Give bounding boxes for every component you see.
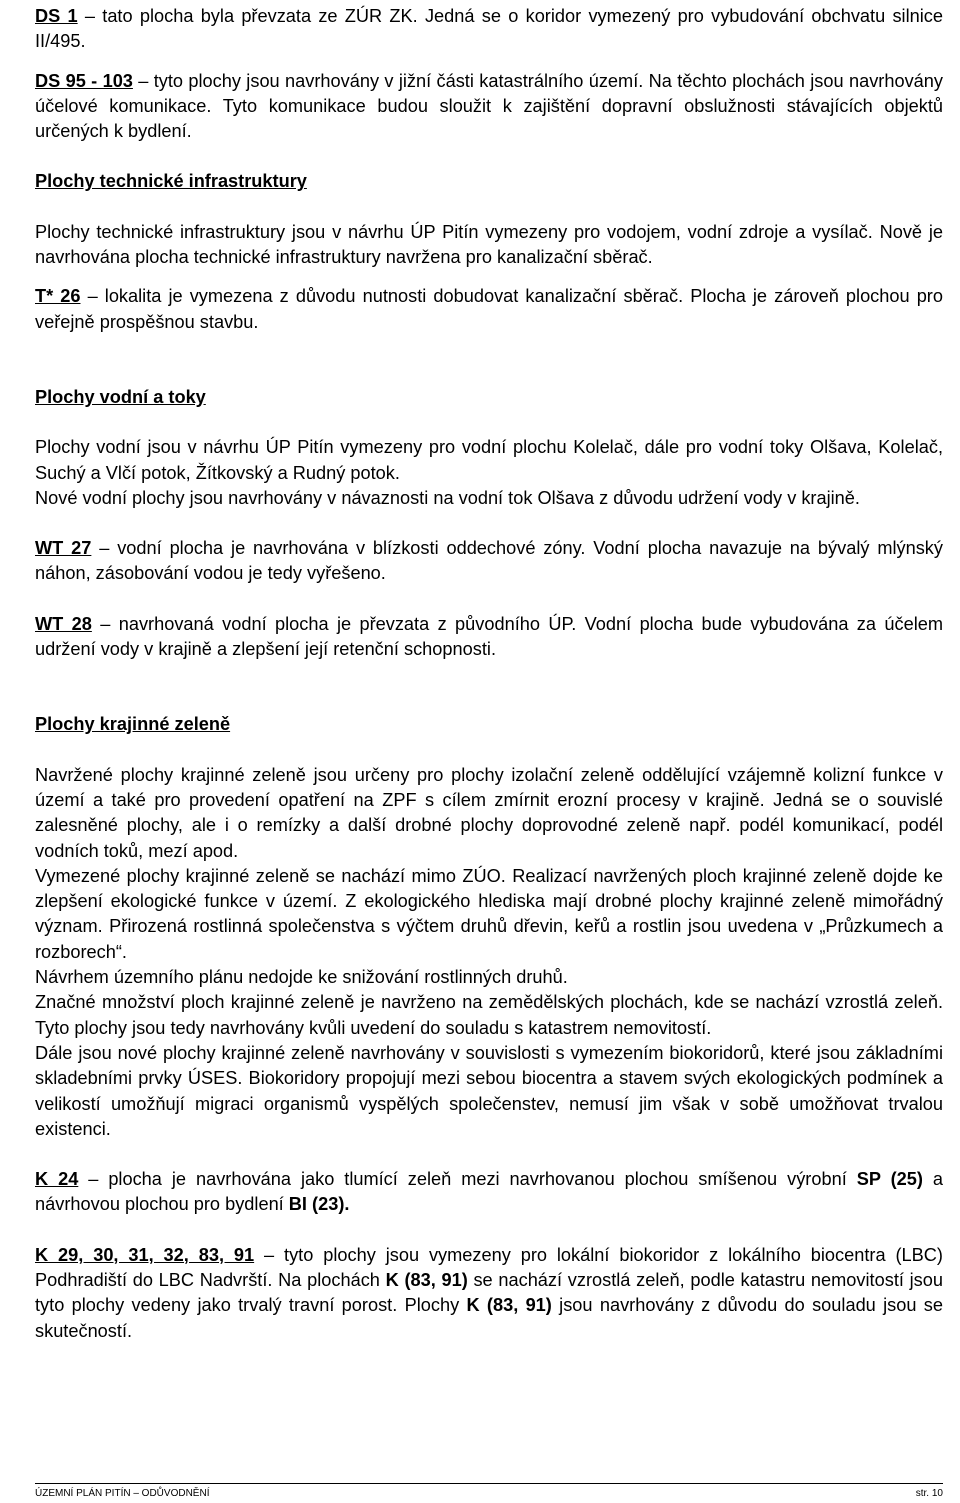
paragraph-water-1: Plochy vodní jsou v návrhu ÚP Pitín vymezeny pro vodní plochu Kolelač, dále pro vodní toky Olšava, Kolelač, Suchý a Vlčí potok, Žítkovský a Rudný potok.: [35, 437, 943, 483]
page-number: str. 10: [915, 1488, 943, 1499]
text-k29-2: se nachází vzrostlá zeleň, podle katastru nemovitostí jsou tyto plochy vedeny jako trvalý travní porost. Plochy: [35, 1269, 943, 1316]
paragraph-green-1: Navržené plochy krajinné zeleně jsou určeny pro plochy izolační zeleně oddělující vzájemně kolizní funkce v území a také pro provedení opatření na ZPF s cílem zmírnit erozní procesy v krajině. Jedná se o souvislé zalesněné plochy, ale i o remízky a další drobné plochy doprovodné zeleně např. podél komunikací, podél vodních toků, mezí apod.: [35, 764, 943, 861]
text-ds95: – tyto plochy jsou navrhovány v jižní části katastrálního území. Na těchto plochách jsou navrhovány účelové komunikace. Tyto komunikace budou sloužit k zajištění dopravní obslužnosti stávajících objektů určených k bydlení.: [35, 70, 944, 142]
page-footer: [35, 1483, 943, 1499]
text-k29-3: jsou navrhovány z důvodu do souladu jsou se skutečností.: [35, 1295, 943, 1341]
paragraph-wt28: [35, 612, 943, 663]
text-k24: – plocha je navrhována jako tlumící zeleň mezi navrhovanou plochou smíšenou výrobní: [78, 1169, 857, 1190]
paragraph-green-3: Návrhem územního plánu nedojde ke snižování rostlinných druhů.: [35, 967, 568, 988]
paragraph-wt27: [35, 536, 943, 587]
code-bi23: BI (23).: [288, 1194, 350, 1215]
code-ds95: DS 95 - 103: [35, 70, 133, 91]
paragraph-green-2: Vymezené plochy krajinné zeleně se nachází mimo ZÚO. Realizací navržených ploch krajinné zeleně dojde ke zlepšení ekologické funkce v území. Z ekologického hlediska mají drobné plochy krajinné zeleně mimořádný význam. Přirozená rostlinná společenstva s výčtem druhů dřevin, keřů a rostlin jsou uvedena v „Průzkumech a rozborech“.: [35, 865, 943, 962]
code-k29: K 29, 30, 31, 32, 83, 91: [35, 1244, 255, 1265]
document-page: [35, 4, 943, 1344]
code-t26: T* 26: [35, 286, 81, 307]
paragraph-ds1: [35, 4, 943, 55]
paragraph-water-2: Nové vodní plochy jsou navrhovány v návaznosti na vodní tok Olšava z důvodu udržení vody v krajině.: [35, 487, 860, 508]
text-ds1: – tato plocha byla převzata ze ZÚR ZK. Jedná se o koridor vymezený pro vybudování obchvatu silnice II/495.: [35, 6, 943, 52]
heading-tech: Plochy technické infrastruktury: [35, 171, 307, 192]
code-ds1: DS 1: [35, 6, 78, 26]
code-wt28: WT 28: [35, 613, 92, 634]
paragraph-k24: [35, 1167, 943, 1218]
text-k29: – tyto plochy jsou vymezeny pro lokální biokoridor z lokálního biocentra (LBC) Podhradiští do LBC Nadvrští. Na plochách: [35, 1244, 943, 1290]
code-wt27: WT 27: [35, 538, 92, 559]
paragraph-tech-1: Plochy technické infrastruktury jsou v návrhu ÚP Pitín vymezeny pro vodojem, vodní zdroje a vysílač. Nově je navrhována plocha technické infrastruktury navržena pro kanalizační sběrač.: [35, 221, 943, 268]
footer-title: ÚZEMNÍ PLÁN PITÍN – ODŮVODNĚNÍ: [35, 1488, 210, 1499]
text-wt28: – navrhovaná vodní plocha je převzata z původního ÚP. Vodní plocha bude vybudována za účelem udržení vody v krajině a zlepšení její retenční schopnosti.: [35, 613, 944, 660]
code-k83-91-a: K (83, 91): [385, 1269, 468, 1290]
code-k83-91-b: K (83, 91): [466, 1295, 552, 1316]
heading-water: Plochy vodní a toky: [35, 386, 206, 407]
paragraph-green-5: Dále jsou nové plochy krajinné zeleně navrhovány v souvislosti s vymezením biokoridorů, které jsou základními skladebními prvky ÚSES. Biokoridory propojují mezi sebou biocentra a stavem svých ekologických podmínek a velikostí umožňují migraci organismů vyspělých společenstev, nemusí jim však v sobě umožňovat trvalou existenci.: [35, 1042, 943, 1139]
code-k24: K 24: [35, 1169, 79, 1190]
text-k24-mid: a návrhovou plochou pro bydlení: [35, 1169, 943, 1215]
code-sp25: SP (25): [856, 1169, 923, 1190]
paragraph-k29: [35, 1243, 943, 1344]
paragraph-green-4: Značné množství ploch krajinné zeleně je navrženo na zemědělských plochách, kde se nachází vzrostlá zeleň. Tyto plochy jsou tedy navrhovány kvůli uvedení do souladu s katastrem nemovitostí.: [35, 992, 943, 1038]
text-t26: – lokalita je vymezena z důvodu nutnosti dobudovat kanalizační sběrač. Plocha je zároveň plochou pro veřejně prospěšnou stavbu.: [35, 286, 943, 332]
paragraph-t26: [35, 284, 943, 335]
text-wt27: – vodní plocha je navrhována v blízkosti oddechové zóny. Vodní plocha navazuje na bývalý mlýnský náhon, zásobování vodou je tedy vyřešeno.: [35, 538, 943, 584]
heading-green: Plochy krajinné zeleně: [35, 714, 231, 735]
paragraph-ds95: [35, 69, 943, 145]
